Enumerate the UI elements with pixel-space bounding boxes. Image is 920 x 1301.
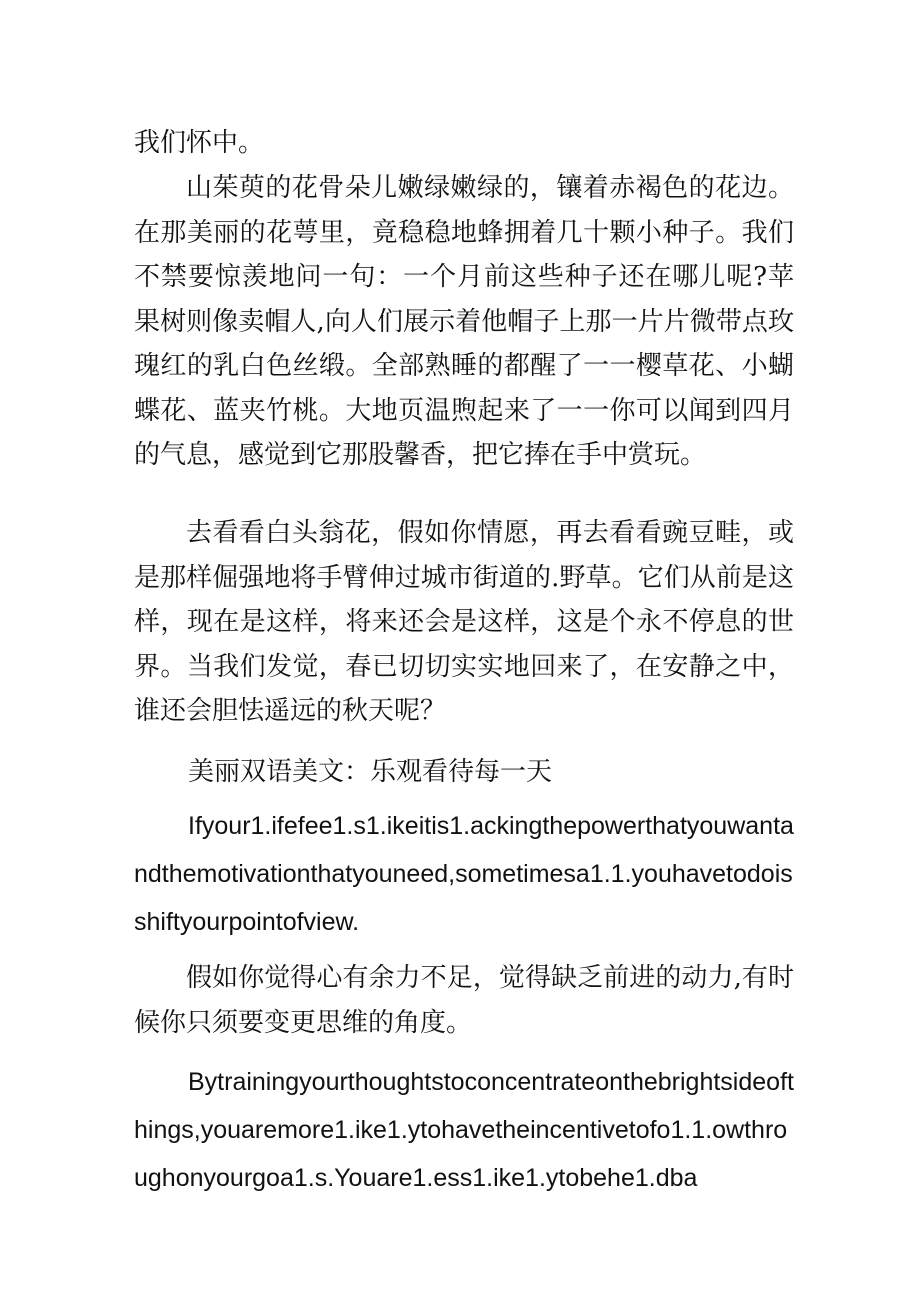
paragraph-anemone-world: 去看看白头翁花，假如你情愿，再去看看豌豆畦，或是那样倔强地将手臂伸过城市街道的.野草。它们从前是这样，现在是这样，将来还会是这样，这是个永不停息的世界。当我们发觉，春已切切实实地回来了，在安静之中，谁还会胆怯遥远的秋天呢？ bbox=[134, 518, 794, 726]
chinese-paragraph-point-of-view: 假如你觉得心有余力不足，觉得缺乏前进的动力,有时候你只须要变更思维的角度。 bbox=[134, 963, 794, 1038]
paragraph-continuation: 我们怀中。 bbox=[134, 128, 265, 158]
paragraph-dogwood-spring: 山茱萸的花骨朵儿嫩绿嫩绿的，镶着赤褐色的花边。在那美丽的花萼里，竟稳稳地蜂拥着几十颗小种子。我们不禁要惊羡地问一句：一个月前这些种子还在哪儿呢?苹果树则像卖帽人,向人们展示着他帽子上那一片片微带点玫瑰红的乳白色丝缎。全部熟睡的都醒了一一樱草花、小蝴蝶花、蓝夹竹桃。大地页温煦起来了一一你可以闻到四月的气息，感觉到它那股馨香，把它捧在手中赏玩。 bbox=[134, 173, 794, 470]
section-title: 美丽双语美文：乐观看待每一天 bbox=[188, 757, 553, 787]
english-paragraph-bright-side: Bytrainingyourthoughtstoconcentrateonthebrightsideofthings,youaremore1.ike1.ytohavetheincentivetofo1.1.owthroughonyourgoa1.s.Youare1.ess1.ike1.ytobehe1.dba bbox=[134, 1068, 794, 1192]
english-paragraph-point-of-view: Ifyour1.ifefee1.s1.ikeitis1.ackingthepowerthatyouwantandthemotivationthatyouneed,sometimesa1.1.youhavetodoisshiftyourpointofview. bbox=[134, 812, 794, 936]
